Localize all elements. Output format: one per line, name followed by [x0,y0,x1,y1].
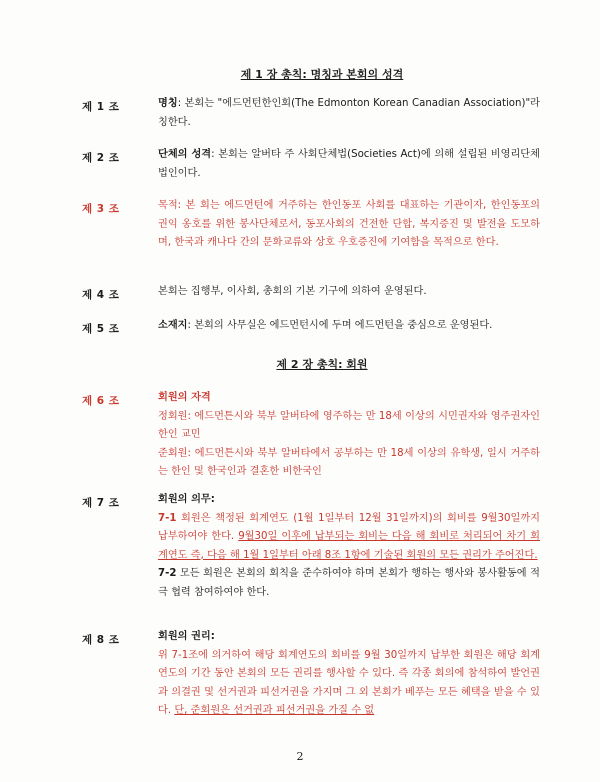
article-7-number: 제 7 조 [82,497,120,509]
article-8-underlined: 단, 준회원은 선거권과 피선거권을 가질 수 없 [174,705,375,716]
article-8-number: 제 8 조 [82,634,120,646]
article-2-text: 단체의 성격: 본회는 알버타 주 사회단체법(Societies Act)에 의해 설립된 비영리단체법인이다. [158,149,540,179]
article-5-title: 소재지 [158,320,188,331]
article-7-2: 7-2 모든 회원은 본회의 회칙을 준수하여야 하며 본회가 행하는 행사와 봉사활동에 적극 협력 참여하여야 한다. [158,568,540,598]
article-7-title: 회원의 의무: [158,494,215,505]
article-8-title: 회원의 권리: [158,631,215,642]
article-5-number: 제 5 조 [82,323,120,335]
article-7-1: 7-1 회원은 책정된 회계연도 (1월 1일부터 12월 31일까지)의 회비를 9월30일까지 납부하여야 한다. 9월30일 이후에 납부되는 회비는 다음 해 회비로 처리되어 차기 회계연도 즉, 다음 해 1월 1일부터 아래 8조 1항에 기술된 회원의 모든 권리가 주어진다. [158,512,540,561]
article-6-regular-member: 정회원: 에드먼튼시와 북부 알버타에 영주하는 만 18세 이상의 시민권자와 영주권자인 한인 교민 [158,410,540,440]
chapter-1-heading: 제 1 장 총칙: 명칭과 본회의 성격 [240,68,404,81]
article-4-text: 본회는 집행부, 이사회, 총회의 기본 기구에 의하여 운영된다. [158,286,427,297]
article-5-text: 소재지: 본회의 사무실은 에드먼턴시에 두며 에드먼턴을 중심으로 운영된다. [158,320,493,331]
article-1-title: 명칭 [158,98,178,109]
article-1-number: 제 1 조 [82,101,120,113]
article-7-text [158,491,540,602]
article-6-text [158,389,540,482]
article-2-title: 단체의 성격 [158,149,212,160]
article-3-text: 목적: 본 회는 에드먼턴에 거주하는 한인동포 사회를 대표하는 기관이자, 한인동포의 권익 옹호를 위한 봉사단체로서, 동포사회의 건전한 단합, 복지증진 및 발전을 도모하며, 한국과 캐나다 간의 문화교류와 상호 우호증진에 기여함을 목적으로 한다. [158,200,540,248]
article-6-title: 회원의 자격 [158,392,211,403]
article-4-number: 제 4 조 [82,289,120,301]
article-1-text: 명칭: 본회는 "에드먼턴한인회(The Edmonton Korean Canadian Association)"라 칭한다. [158,98,540,128]
article-3-number: 제 3 조 [82,203,120,215]
article-6-associate-member: 준회원: 에드먼튼시와 북부 알버타에서 공부하는 만 18세 이상의 유학생, 일시 거주하는 한인 및 한국인과 결혼한 비한국인 [158,447,540,477]
article-6-number: 제 6 조 [82,395,120,407]
article-2-number: 제 2 조 [82,152,120,164]
chapter-2-heading: 제 2 장 총칙: 회원 [276,358,368,371]
article-7-1-underlined: 9월30일 이후에 납부되는 회비는 다음 해 회비로 처리되어 차기 회계연도 즉, 다음 해 1월 1일부터 아래 8조 1항에 기술된 회원의 모든 권리가 주어진다. [158,531,540,561]
page-number: 2 [296,750,304,763]
article-8-text [158,628,540,721]
article-8-body: 위 7-1조에 의거하여 해당 회계연도의 회비를 9월 30일까지 납부한 회원은 해당 회계연도의 기간 동안 본회의 모든 권리를 행사할 수 있다. 즉 각종 회의에 참석하여 발언권과 의결권 및 선거권과 피선거권을 가지며 그 외 본회가 베푸는 모든 혜택을 받을 수 있다. 단, 준회원은 선거권과 피선거권을 가질 수 없 [158,649,540,716]
